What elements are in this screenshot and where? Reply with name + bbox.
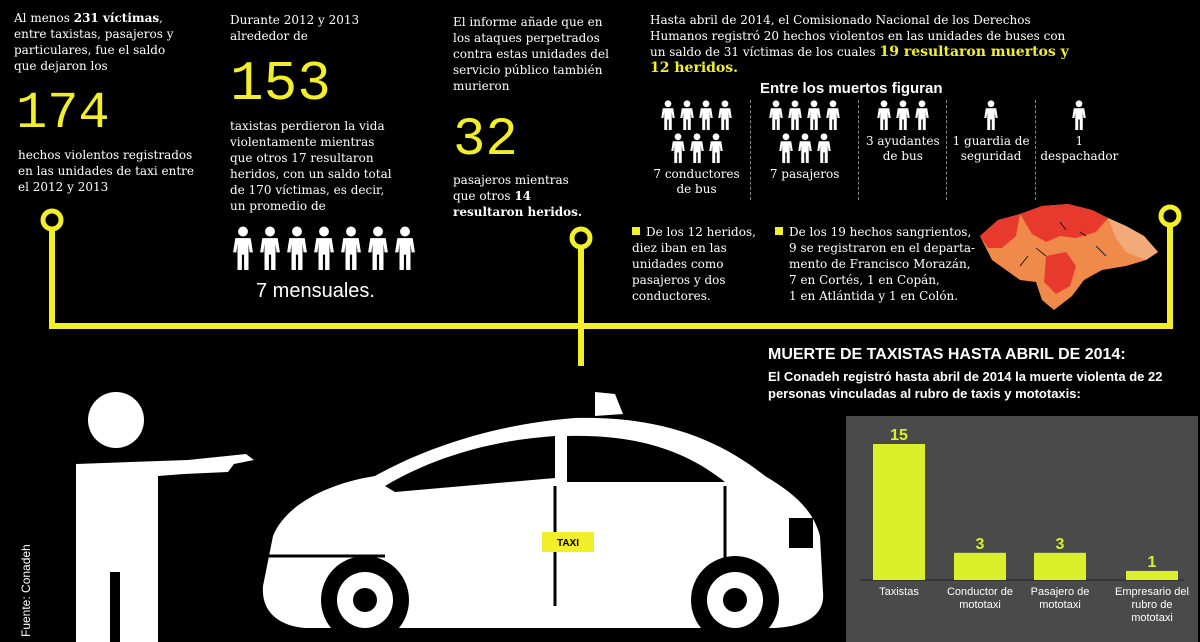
col2-desc: taxistas perdieron la vida violentamente mientras que otros 17 resultaron heridos, con un saldo total de 170 víctimas, es decir, un promedio de xyxy=(230,119,392,213)
col2-monthly: 7 mensuales. xyxy=(256,280,375,302)
chart-bar xyxy=(1126,571,1178,580)
chart-bar xyxy=(873,444,925,580)
col2-number: 153 xyxy=(230,52,331,116)
col1-number: 174 xyxy=(16,84,110,143)
taxi-badge-text: TAXI xyxy=(556,538,580,549)
note-hechos-line: mento de Francisco Morazán, xyxy=(789,257,971,271)
chart-category-label: Pasajero de mototaxi xyxy=(1030,586,1090,611)
col3-desc-strong: 14 resultaron heridos. xyxy=(453,189,583,219)
victim-group-label: 1 despachador xyxy=(1040,134,1119,163)
chart-bar xyxy=(1034,553,1086,580)
col1-intro-pre: Al menos xyxy=(14,11,74,25)
col3-number: 32 xyxy=(453,110,518,171)
person-body xyxy=(76,454,254,642)
col2-intro: Durante 2012 y 2013 alrededor de xyxy=(230,13,360,43)
note-hechos-line: 1 en Atlántida y 1 en Colón. xyxy=(789,289,959,303)
section-title: MUERTE DE TAXISTAS HASTA ABRIL DE 2014: xyxy=(768,346,1126,363)
chart-category-label: Conductor de mototaxi xyxy=(946,586,1014,611)
col4-highlight: 19 resultaron muertos y 12 heridos. xyxy=(650,44,1069,76)
note-heridos-text: De los 12 heridos, diez iban en las unidades como pasajeros y dos conductores. xyxy=(632,225,756,303)
col3-desc-pre: pasajeros mientras que otros xyxy=(453,173,569,203)
taxi-tail-light xyxy=(789,518,813,548)
note-hechos-line: 9 se registraron en el departa- xyxy=(789,241,976,255)
chart-data-label: 1 xyxy=(1147,553,1157,571)
victim-group-label: 1 guardia de seguridad xyxy=(952,134,1030,163)
victim-group-label: 7 pasajeros xyxy=(769,167,840,181)
source-note: Fuente: Conadeh xyxy=(19,544,33,637)
chart-bar xyxy=(954,553,1006,580)
note-hechos-line: De los 19 hechos sangrientos, xyxy=(775,224,985,240)
chart-data-label: 15 xyxy=(890,427,908,444)
col1-desc: hechos violentos registrados en las unidades de taxi entre el 2012 y 2013 xyxy=(18,148,194,194)
taxi-rear-hub-center xyxy=(723,588,747,612)
pointing-person xyxy=(58,392,258,642)
taxi-car xyxy=(255,386,830,642)
section-subtitle: El Conadeh registró hasta abril de 2014 la muerte violenta de 22 personas vinculadas al rubro de taxis y mototaxis: xyxy=(768,369,1163,401)
bar-chart xyxy=(846,416,1198,642)
note-hechos-line: 7 en Cortés, 1 en Copán, xyxy=(789,273,940,287)
chart-category-label: Taxistas xyxy=(879,586,919,598)
victim-group-label: 7 conductores de bus xyxy=(653,167,740,196)
chart-category-label: Empresario del rubro de mototaxi xyxy=(1115,586,1189,624)
timeline-node-1 xyxy=(43,211,61,229)
col1-intro-post: , entre taxistas, pasajeros y particulares, fue el saldo que dejaron los xyxy=(14,11,174,73)
timeline-node-2 xyxy=(572,229,590,247)
col3-intro: El informe añade que en los ataques perpetrados contra estas unidades del servicio público también murieron xyxy=(453,15,609,93)
chart-data-label: 3 xyxy=(1055,535,1065,553)
taxi-front-hub-center xyxy=(353,588,377,612)
person-head xyxy=(88,392,144,448)
taxi-roof-sign xyxy=(595,392,623,416)
victim-group-label: 3 ayudantes de bus xyxy=(865,134,940,163)
timeline-node-3 xyxy=(1161,207,1179,225)
chart-data-label: 3 xyxy=(975,535,985,553)
col1-intro-strong: 231 víctimas xyxy=(73,11,160,25)
col4-intro-text: Hasta abril de 2014, el Comisionado Nacional de los Derechos Humanos registró 20 hechos violentos en las unidades de buses con un saldo de 31 víctimas de los cuales xyxy=(650,13,1066,59)
timeline-line xyxy=(52,226,1170,326)
col4-heading: Entre los muertos figuran xyxy=(760,80,943,97)
